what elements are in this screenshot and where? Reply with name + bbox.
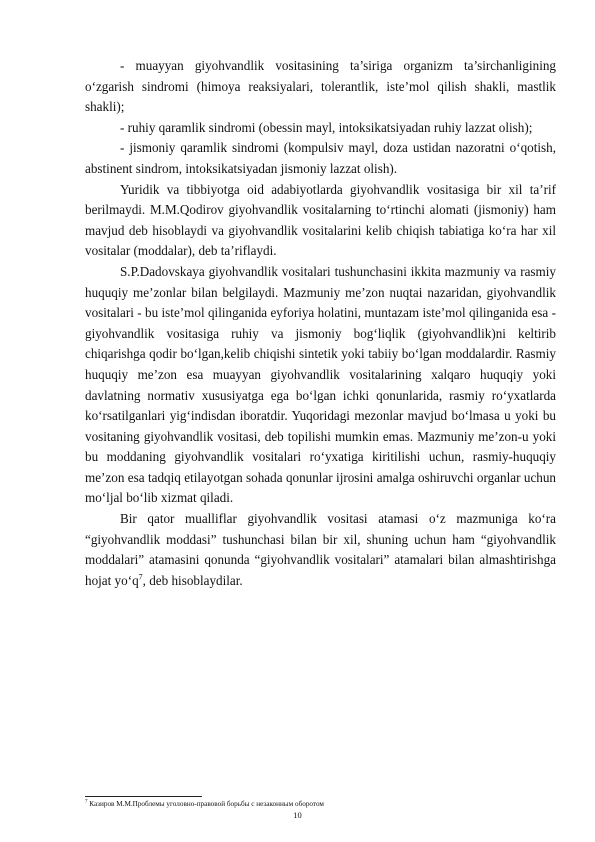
footnote-text: Казиров М.М.Проблемы уголовно-правовой борьбы с незаконным оборотом <box>89 800 324 808</box>
paragraph-authors-opinion <box>85 509 556 591</box>
page-body <box>85 56 556 591</box>
paragraph-psychic-dependence: - ruhiy qaramlik sindromi (obessin mayl, intoksikatsiyadan ruhiy lazzat olish); <box>120 119 533 135</box>
page-number: 10 <box>293 810 302 820</box>
paragraph-dadovskaya-criteria: S.P.Dadovskaya giyohvandlik vositalari tushunchasini ikkita mazmuniy va rasmiy huquqiy me’zonlar bilan belgilaydi. Mazmuniy me’zon nuqtai nazaridan, giyohvandlik vositalari - bu iste’mol qilinganida eyforiya holatini, muntazam iste’mol qilinganida esa - giyohvandlik vositasiga ruhiy va jismoniy bog‘liqlik (giyohvandlik)ni keltirib chiqarishga qodir bo‘lgan,kelib chiqishi sintetik yoki tabiiy bo‘lgan moddalardir. Rasmiy huquqiy me’zon esa muayyan giyohvandlik vositalarining xalqaro huquqiy yoki davlatning normativ xususiyatga ega bo‘lgan ichki qonunlarida, rasmiy ro‘yxatlarda ko‘rsatilganlari yig‘indisdan iboratdir. Yuqoridagi mezonlar mavjud bo‘lmasa u yoki bu vositaning giyohvandlik vositasi, deb topilishi mumkin emas. Mazmuniy me’zon-u yoki bu moddaning giyohvandlik vositalari ro‘yxatiga kiritilishi uchun, rasmiy-huquqiy me’zon esa tadqiq etilayotgan sohada qonunlar ijrosini amalga oshiruvchi organlar uchun mo‘ljal bo‘lib xizmat qiladi. <box>85 263 556 506</box>
paragraph-physical-dependence: - jismoniy qaramlik sindromi (kompulsiv mayl, doza ustidan nazoratni o‘qotish, abstinent sindrom, intoksikatsiyadan jismoniy lazzat olish). <box>85 140 556 176</box>
footnote <box>85 799 556 809</box>
footnote-number: 7 <box>85 799 88 805</box>
footnote-divider <box>85 796 202 797</box>
paragraph-authors-tail: , deb hisoblaydilar. <box>142 572 243 588</box>
paragraph-authors-text: Bir qator mualliflar giyohvandlik vositasi atamasi o‘z mazmuniga ko‘ra “giyohvandlik moddasi” tushunchasi bilan bir xil, shuning uchun ham “giyohvandlik moddalari” atamasini qonunda “giyohvandlik vositalari” atamalari bilan almashtirishga hojat yo‘q <box>85 511 556 588</box>
footnote-reference[interactable]: 7 <box>138 572 143 582</box>
paragraph-definitions: Yuridik va tibbiyotga oid adabiyotlarda giyohvandlik vositasiga bir xil ta’rif berilmaydi. M.M.Qodirov giyohvandlik vositalarning to‘rtinchi alomati (jismoniy) ham mavjud deb hisoblaydi va giyohvandlik vositalarini kelib chiqish tabiatiga ko‘ra har xil vositalar (moddalar), deb ta’riflaydi. <box>85 181 556 259</box>
paragraph-tolerance-syndrome: - muayyan giyohvandlik vositasining ta’siriga organizm ta’sirchanligining o‘zgarish sindromi (himoya reaksiyalari, tolerantlik, iste’mol qilish shakli, mastlik shakli); <box>85 58 556 115</box>
